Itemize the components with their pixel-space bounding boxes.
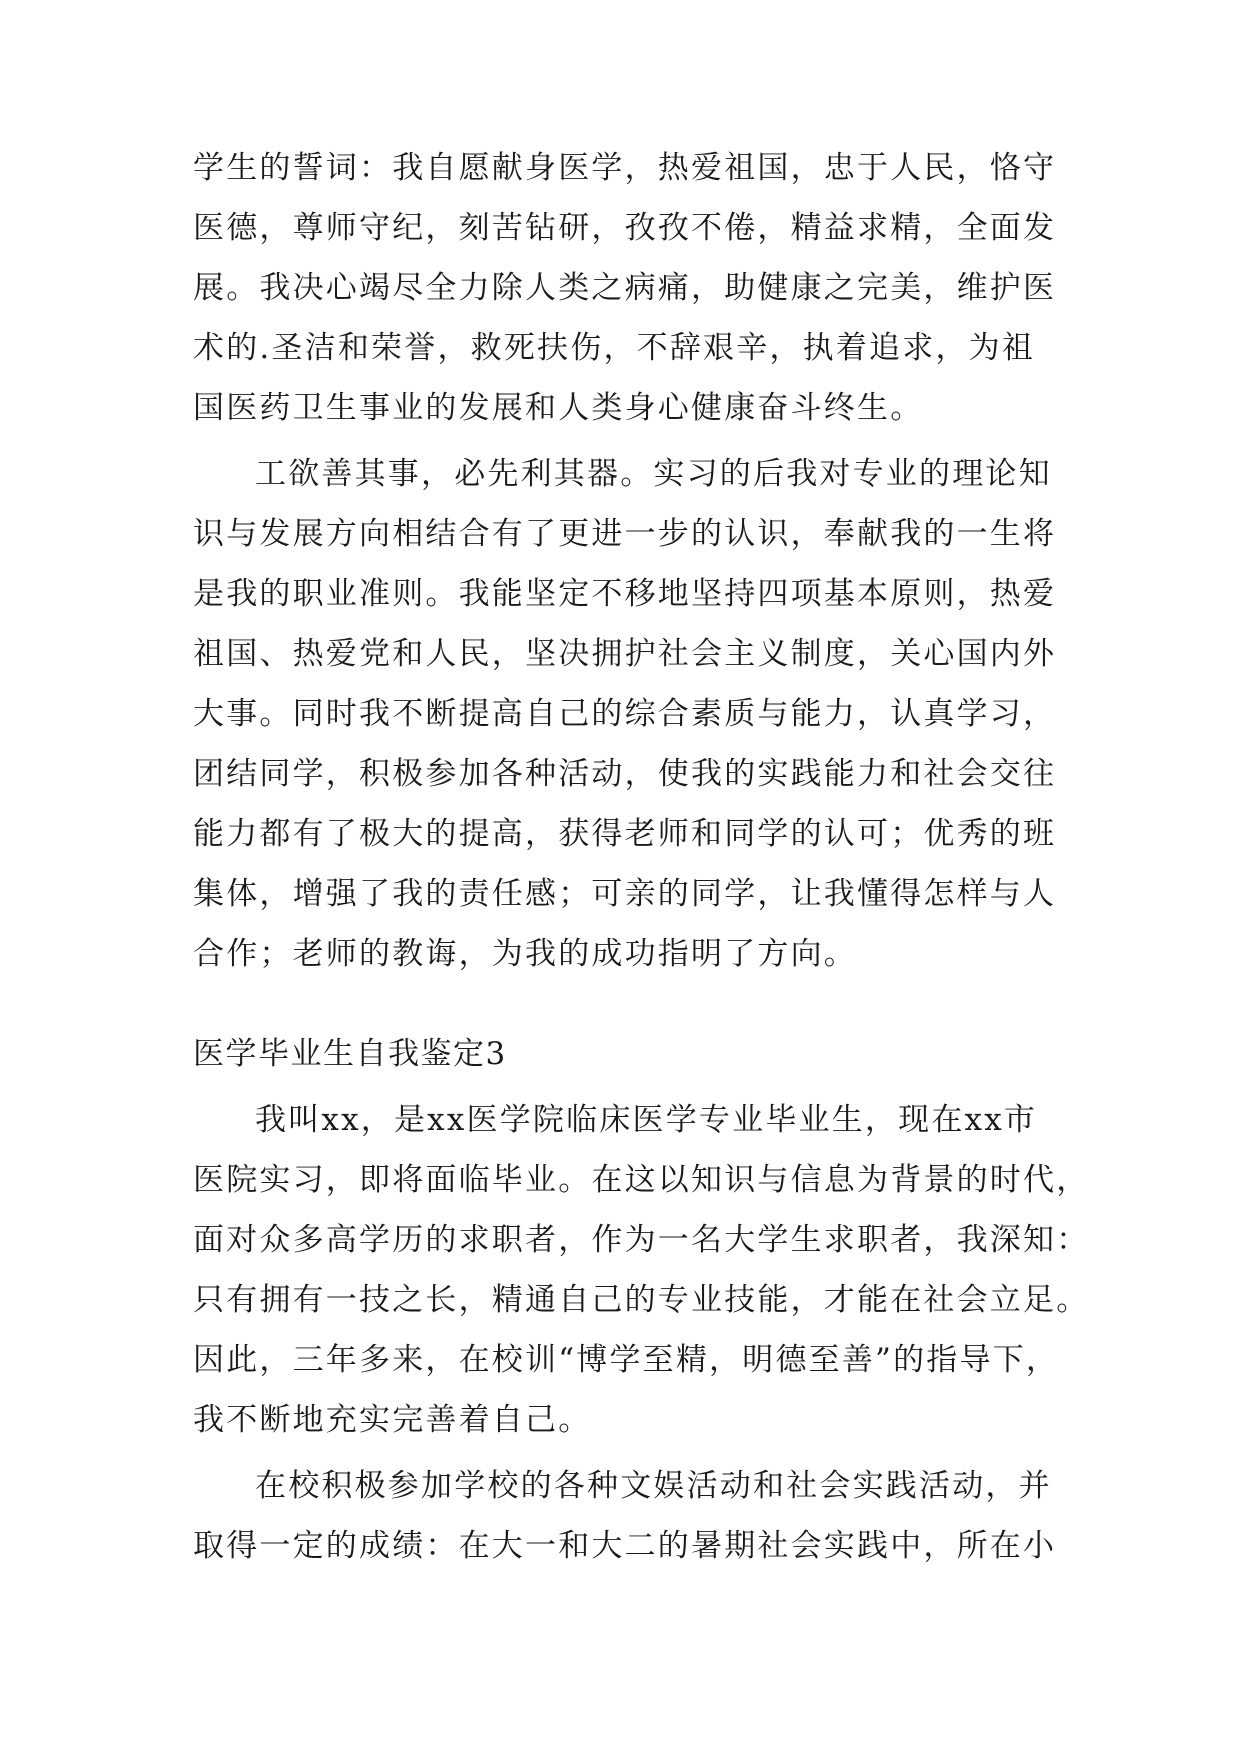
paragraph-1-line-5: 国医药卫生事业的发展和人类身心健康奋斗终生。 <box>193 390 924 426</box>
paragraph-2-line-8: 集体，增强了我的责任感；可亲的同学，让我懂得怎样与人 <box>193 876 1057 912</box>
paragraph-2-line-2: 识与发展方向相结合有了更进一步的认识，奉献我的一生将 <box>193 516 1057 552</box>
paragraph-2-line-4: 祖国、热爱党和人民，坚决拥护社会主义制度，关心国内外 <box>193 636 1057 672</box>
paragraph-4-line-2: 取得一定的成绩：在大一和大二的暑期社会实践中，所在小 <box>193 1528 1057 1564</box>
paragraph-3-line-5: 因此，三年多来，在校训“博学至精，明德至善”的指导下， <box>193 1342 1060 1378</box>
paragraph-1-line-1: 学生的誓词：我自愿献身医学，热爱祖国，忠于人民，恪守 <box>193 150 1057 186</box>
paragraph-2-line-6: 团结同学，积极参加各种活动，使我的实践能力和社会交往 <box>193 756 1057 792</box>
paragraph-3-line-1: 我叫xx，是xx医学院临床医学专业毕业生，现在xx市 <box>255 1102 1038 1138</box>
paragraph-3-line-2: 医院实习，即将面临毕业。在这以知识与信息为背景的时代， <box>193 1162 1090 1198</box>
paragraph-1-line-2: 医德，尊师守纪，刻苦钻研，孜孜不倦，精益求精，全面发 <box>193 210 1057 246</box>
paragraph-2-line-7: 能力都有了极大的提高，获得老师和同学的认可；优秀的班 <box>193 816 1057 852</box>
section-heading: 医学毕业生自我鉴定3 <box>193 1036 507 1072</box>
paragraph-1-line-3: 展。我决心竭尽全力除人类之病痛，助健康之完美，维护医 <box>193 270 1057 306</box>
paragraph-3-line-6: 我不断地充实完善着自己。 <box>193 1402 592 1438</box>
paragraph-3-line-3: 面对众多高学历的求职者，作为一名大学生求职者，我深知： <box>193 1222 1090 1258</box>
paragraph-2-line-1: 工欲善其事，必先利其器。实习的后我对专业的理论知 <box>255 456 1052 492</box>
paragraph-2-line-5: 大事。同时我不断提高自己的综合素质与能力，认真学习， <box>193 696 1057 732</box>
paragraph-1-line-4: 术的.圣洁和荣誉，救死扶伤，不辞艰辛，执着追求，为祖 <box>193 330 1036 366</box>
paragraph-3-line-4: 只有拥有一技之长，精通自己的专业技能，才能在社会立足。 <box>193 1282 1090 1318</box>
paragraph-2-line-9: 合作；老师的教诲，为我的成功指明了方向。 <box>193 936 857 972</box>
paragraph-4-line-1: 在校积极参加学校的各种文娱活动和社会实践活动，并 <box>255 1468 1052 1504</box>
paragraph-2-line-3: 是我的职业准则。我能坚定不移地坚持四项基本原则，热爱 <box>193 576 1057 612</box>
